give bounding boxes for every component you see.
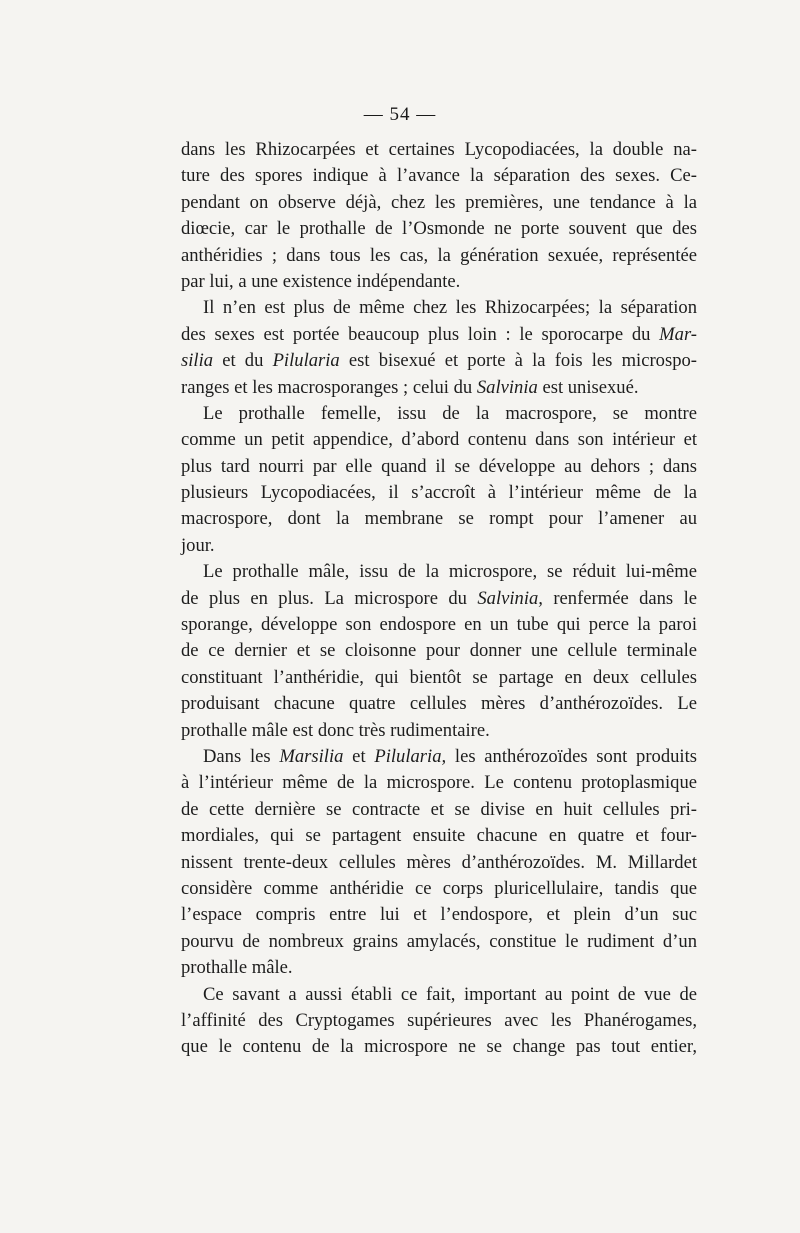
text-segment: sporange, développe son endospore en un tube qui perce la paroi <box>181 614 697 636</box>
text-segment: l’espace compris entre lui et l’endospore, et plein d’un suc <box>181 904 697 926</box>
text-line <box>181 823 697 849</box>
text-segment: Le prothalle femelle, issu de la macrospore, se montre <box>203 402 697 424</box>
text-line <box>181 744 697 770</box>
text-segment: plus tard nourri par elle quand il se développe au dehors ; dans <box>181 455 697 477</box>
text-segment: produisant chacune quatre cellules mères d’anthérozoïdes. Le <box>181 693 697 715</box>
italic-term: Salvinia <box>476 376 538 398</box>
text-segment: considère comme anthéridie ce corps pluricellulaire, tandis que <box>181 877 697 899</box>
text-segment: et du <box>213 350 273 372</box>
text-line <box>181 691 697 717</box>
italic-term: Marsilia <box>279 745 344 767</box>
text-line <box>181 929 697 955</box>
text-line <box>181 137 697 163</box>
text-segment: ranges et les macrosporanges ; celui du <box>181 376 477 398</box>
text-line <box>181 375 697 401</box>
text-segment: pendant on observe déjà, chez les premières, une tendance à la <box>181 191 697 213</box>
text-line <box>181 454 697 480</box>
text-segment: diœcie, car le prothalle de l’Osmonde ne porte souvent que des <box>181 218 697 240</box>
page-number: — 54 — <box>363 104 437 125</box>
text-segment: Ce savant a aussi établi ce fait, important au point de vue de <box>203 983 697 1005</box>
text-line <box>181 955 697 981</box>
text-segment: comme un petit appendice, d’abord contenu dans son intérieur et <box>181 429 697 451</box>
text-line <box>181 1034 697 1060</box>
body-text <box>181 137 697 1061</box>
text-segment: Dans les <box>203 745 280 767</box>
text-segment: de plus en plus. La microspore du <box>181 587 478 609</box>
text-line <box>181 665 697 691</box>
text-segment: de cette dernière se contracte et se divise en huit cellules pri- <box>181 798 697 820</box>
text-segment: prothalle mâle est donc très rudimentaire. <box>181 719 490 741</box>
text-line <box>181 797 697 823</box>
text-line <box>181 163 697 189</box>
text-segment: nissent trente-deux cellules mères d’anthérozoïdes. M. Millardet <box>181 851 697 873</box>
text-line <box>181 718 697 744</box>
text-segment: par lui, a une existence indépendante. <box>181 270 461 292</box>
text-line <box>181 559 697 585</box>
text-line <box>181 770 697 796</box>
text-line <box>181 348 697 374</box>
text-segment: est bisexué et porte à la fois les microspo- <box>339 350 697 372</box>
text-line <box>181 638 697 664</box>
text-segment: macrospore, dont la membrane se rompt pour l’amener au <box>181 508 697 530</box>
text-segment: les anthérozoïdes sont produits <box>446 745 698 767</box>
text-segment: plusieurs Lycopodiacées, il s’accroît à l’intérieur même de la <box>181 482 697 504</box>
text-line <box>181 427 697 453</box>
text-segment: ture des spores indique à l’avance la séparation des sexes. Ce- <box>181 165 697 187</box>
text-segment: jour. <box>181 534 215 556</box>
text-line <box>181 190 697 216</box>
text-segment: l’affinité des Cryptogames supérieures avec les Phanérogames, <box>181 1009 697 1031</box>
text-segment: prothalle mâle. <box>181 957 293 979</box>
text-line <box>181 269 697 295</box>
text-segment: et <box>343 745 375 767</box>
text-line <box>181 1008 697 1034</box>
text-line <box>181 850 697 876</box>
text-segment: des sexes est portée beaucoup plus loin : le sporocarpe du <box>181 323 660 345</box>
text-line <box>181 876 697 902</box>
text-line <box>181 612 697 638</box>
text-line <box>181 401 697 427</box>
italic-term: Mar- <box>659 323 697 345</box>
text-segment: renfermée dans le <box>542 587 697 609</box>
text-line <box>181 506 697 532</box>
text-segment: est unisexué. <box>537 376 639 398</box>
italic-term: silia <box>181 350 214 372</box>
text-line <box>181 982 697 1008</box>
text-segment: dans les Rhizocarpées et certaines Lycopodiacées, la double na- <box>181 139 697 160</box>
text-line <box>181 533 697 559</box>
text-line <box>181 322 697 348</box>
text-line <box>181 295 697 321</box>
text-line <box>181 902 697 928</box>
text-line <box>181 480 697 506</box>
text-segment: mordiales, qui se partagent ensuite chacune en quatre et four- <box>181 825 697 847</box>
text-segment: de ce dernier et se cloisonne pour donner une cellule terminale <box>181 640 697 662</box>
text-segment: pourvu de nombreux grains amylacés, constitue le rudiment d’un <box>181 930 697 952</box>
text-line <box>181 216 697 242</box>
text-segment: anthéridies ; dans tous les cas, la génération sexuée, représentée <box>181 244 697 266</box>
italic-term: Salvinia, <box>477 587 543 609</box>
text-segment: à l’intérieur même de la microspore. Le contenu protoplasmique <box>181 772 697 794</box>
text-line <box>181 586 697 612</box>
text-segment: Le prothalle mâle, issu de la microspore, se réduit lui-même <box>203 561 697 583</box>
italic-term: Pilularia <box>272 350 340 372</box>
italic-term: Pilularia, <box>374 745 447 767</box>
text-segment: Il n’en est plus de même chez les Rhizocarpées; la séparation <box>203 297 697 319</box>
text-segment: que le contenu de la microspore ne se change pas tout entier, <box>181 1036 697 1058</box>
text-segment: constituant l’anthéridie, qui bientôt se partage en deux cellules <box>181 666 697 688</box>
text-line <box>181 243 697 269</box>
